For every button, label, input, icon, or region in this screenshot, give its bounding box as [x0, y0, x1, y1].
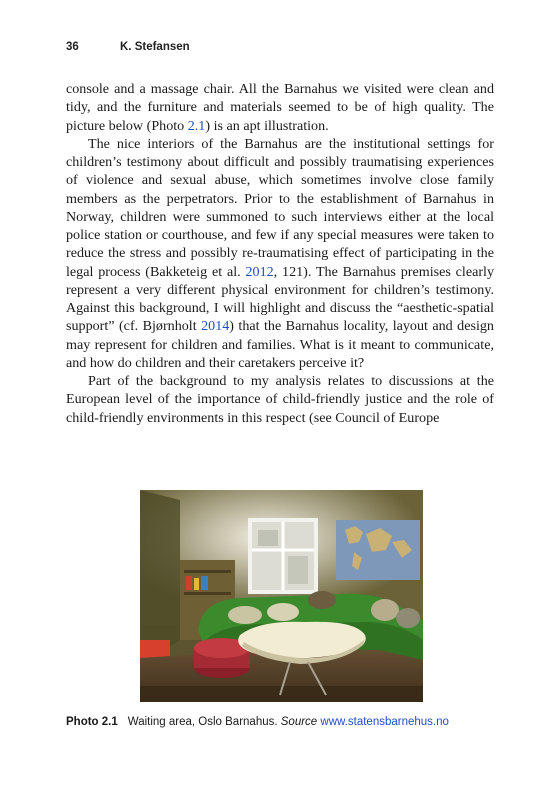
waiting-area-photo: [140, 490, 423, 702]
paragraph: [66, 135, 494, 372]
caption-label: Photo 2.1: [66, 716, 118, 728]
paragraph: [66, 372, 494, 427]
paragraph-text: The nice interiors of the Barnahus are the institutional settings for children’s testimony about difficult and possibly traumatising experiences of violence and sexual abuse, which sometimes involve close family members as the perpetrators. Prior to the establishment of Barnahus in Norway, children were summoned to such interviews either at the local police station or courthouse, and few if any special measures were taken to reduce the stress and possibly re-traumatising effect of participating in the legal process (Bakketeig et al.: [66, 135, 494, 280]
running-head-author: K. Stefansen: [120, 41, 190, 53]
caption-source-label: Source: [280, 716, 318, 728]
paragraph-text: console and a massage chair. All the Barnahus we visited were clean and tidy, and the furniture and materials seemed to be of high quality. The picture below (Photo: [66, 81, 494, 134]
citation-link[interactable]: 2014: [201, 318, 230, 335]
paragraph-text: ) that the Barnahus locality, layout and design may represent for children and families. What is it meant to communicate, and how do children and their caretakers perceive it?: [66, 318, 494, 371]
photo-caption: [66, 716, 506, 728]
page-number: 36: [66, 41, 79, 53]
paragraph: [66, 80, 494, 135]
paragraph-text: ) is an apt illustration.: [205, 117, 329, 134]
running-header: [66, 41, 190, 53]
body-text: [66, 80, 494, 427]
citation-link[interactable]: 2.1: [187, 117, 206, 134]
caption-source-link[interactable]: www.statensbarnehus.no: [320, 716, 449, 728]
photo-illustration: [140, 490, 423, 702]
caption-text: Waiting area, Oslo Barnahus.: [127, 716, 278, 728]
paragraph-text: Part of the background to my analysis relates to discussions at the European level of the importance of child-friendly justice and the role of child-friendly environments in this respect (see Council of Europe: [66, 373, 494, 426]
paragraph-text: , 121). The Barnahus premises clearly represent a very different physical environment for children’s testimony. Against this background, I will highlight and discuss the “aesthetic-spatial support” (cf. Bjørnholt: [66, 263, 494, 335]
citation-link[interactable]: 2012: [245, 263, 274, 280]
